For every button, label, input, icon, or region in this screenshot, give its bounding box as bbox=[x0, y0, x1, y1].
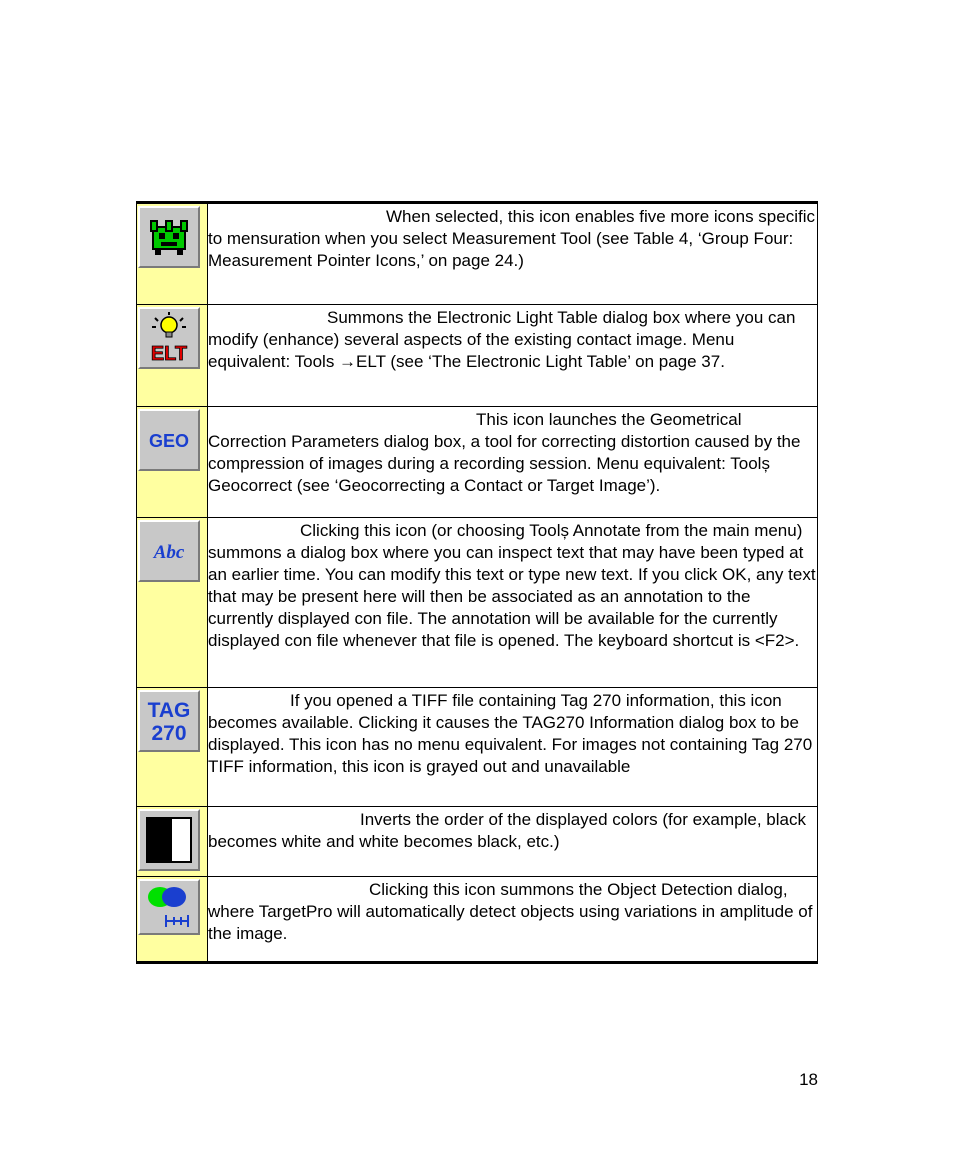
geo-icon bbox=[138, 409, 200, 471]
description-cell bbox=[208, 518, 818, 688]
tag270-icon-label-bottom: 270 bbox=[151, 722, 187, 745]
elt-icon-label: ELT bbox=[150, 343, 188, 365]
description-cell bbox=[208, 807, 818, 877]
table-row bbox=[137, 518, 818, 688]
icon-cell bbox=[137, 688, 208, 807]
annotate-icon-label: Abc bbox=[153, 542, 185, 563]
object-detection-icon bbox=[138, 879, 200, 935]
measurement-tool-icon bbox=[138, 206, 200, 268]
description-cell bbox=[208, 305, 818, 407]
elt-description: Summons the Electronic Light Table dialog box where you can modify (enhance) several aspects of the existing contact image. Menu equivalent: Tools →ELT (see ‘The Electronic Light Table’ on page 37. bbox=[208, 308, 796, 371]
description-cell bbox=[208, 407, 818, 518]
tag270-icon-label-top: TAG bbox=[147, 699, 191, 722]
geo-description: This icon launches the Geometrical Correction Parameters dialog box, a tool for correcting distortion caused by the compression of images during a recording session. Menu equivalent: Toolș Geocorrect (see ‘Geocorrecting a Contact or Target Image’). bbox=[208, 410, 801, 495]
icon-cell bbox=[137, 407, 208, 518]
table-row bbox=[137, 688, 818, 807]
measurement-tool-description: When selected, this icon enables five more icons specific to mensuration when you select Measurement Tool (see Table 4, ‘Group Four: Measurement Pointer Icons,’ on page 24.) bbox=[208, 207, 815, 270]
table-row bbox=[137, 807, 818, 877]
tag270-icon bbox=[138, 690, 200, 752]
elt-icon bbox=[138, 307, 200, 369]
table-row bbox=[137, 407, 818, 518]
invert-colors-description: Inverts the order of the displayed colors (for example, black becomes white and white becomes black, etc.) bbox=[208, 810, 806, 851]
invert-colors-icon bbox=[138, 809, 200, 871]
icon-cell bbox=[137, 203, 208, 305]
geo-icon-label: GEO bbox=[148, 431, 190, 451]
icon-cell bbox=[137, 518, 208, 688]
description-cell bbox=[208, 203, 818, 305]
annotate-icon bbox=[138, 520, 200, 582]
table-row bbox=[137, 305, 818, 407]
icon-cell bbox=[137, 877, 208, 963]
page-number: 18 bbox=[799, 1070, 818, 1089]
icon-reference-table bbox=[136, 201, 818, 964]
table-row bbox=[137, 877, 818, 963]
table-row bbox=[137, 203, 818, 305]
tag270-description: If you opened a TIFF file containing Tag 270 information, this icon becomes available. Clicking it causes the TAG270 Information dialog box to be displayed. This icon has no menu equivalent. For images not containing Tag 270 TIFF information, this icon is grayed out and unavailable bbox=[208, 691, 813, 776]
object-detection-description: Clicking this icon summons the Object Detection dialog, where TargetPro will automatically detect objects using variations in amplitude of the image. bbox=[208, 880, 813, 943]
description-cell bbox=[208, 877, 818, 963]
annotate-description: Clicking this icon (or choosing Toolș Annotate from the main menu) summons a dialog box where you can inspect text that may have been typed at an earlier time. You can modify this text or type new text. If you click OK, any text that may be present here will then be associated as an annotation to the currently displayed con file. The annotation will be available for the currently displayed con file whenever that file is opened. The keyboard shortcut is <F2>. bbox=[208, 521, 816, 650]
description-cell bbox=[208, 688, 818, 807]
icon-cell bbox=[137, 807, 208, 877]
icon-cell bbox=[137, 305, 208, 407]
